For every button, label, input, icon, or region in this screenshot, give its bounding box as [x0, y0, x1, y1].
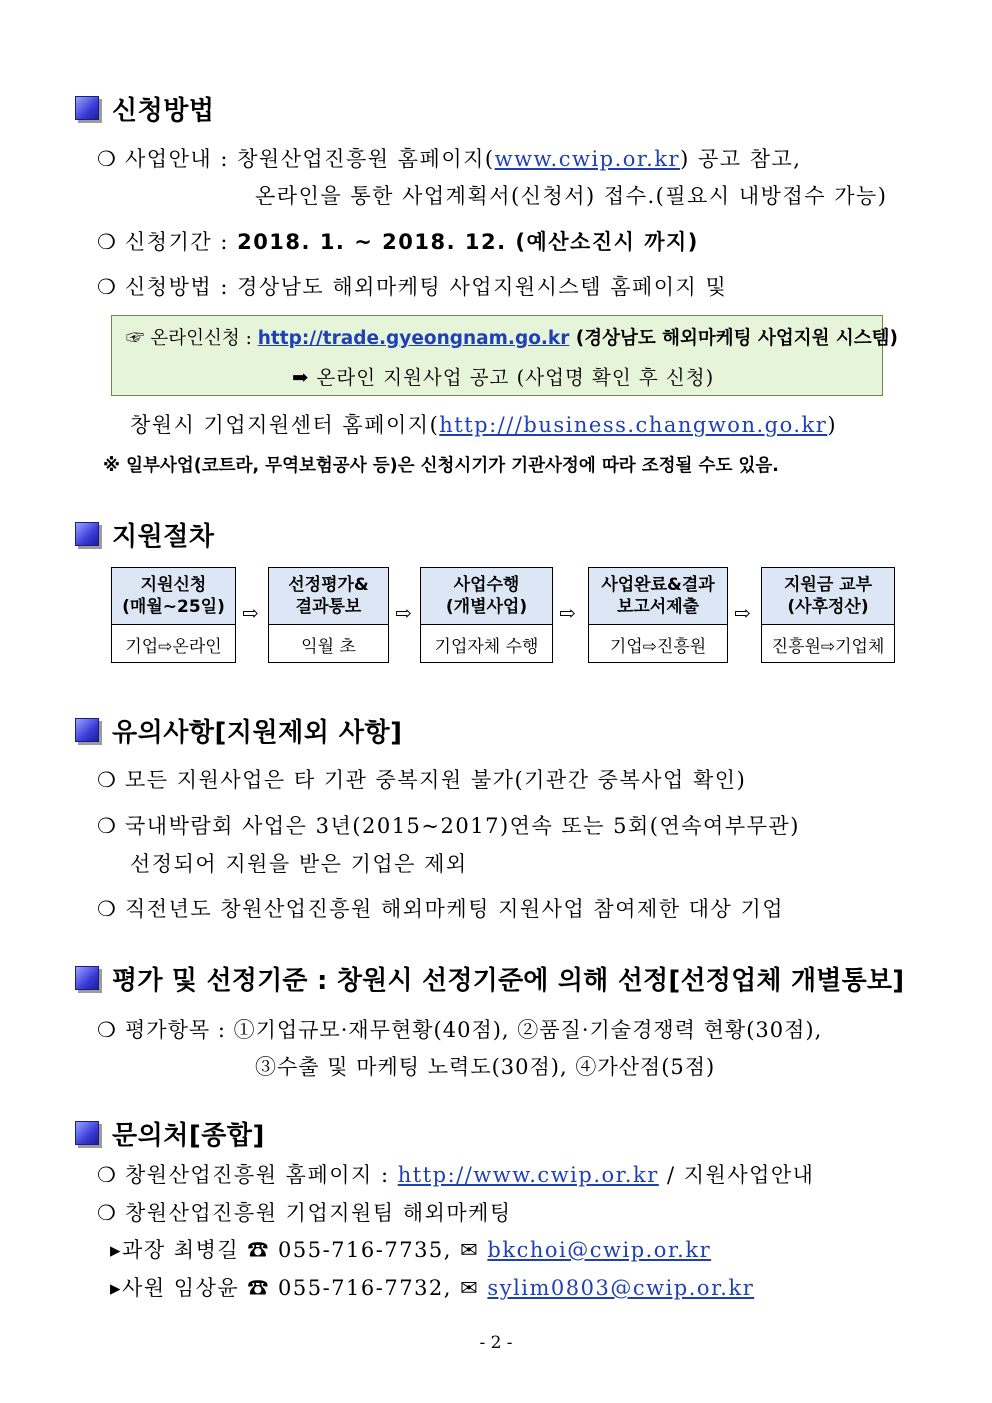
bullet-icon: ❍	[97, 230, 118, 254]
bullet-apply-period: ❍ 신청기간 : 2018. 1. ~ 2018. 12. (예산소진시 까지)	[97, 230, 699, 254]
cwip-link[interactable]: www.cwip.or.kr	[494, 147, 681, 171]
bullet-team: ❍ 창원산업진흥원 기업지원팀 해외마케팅	[97, 1201, 512, 1225]
bullet-icon: ❍	[97, 147, 118, 171]
section-title-support-process: 지원절차	[112, 522, 215, 552]
process-arrow-icon: ⇨	[734, 601, 751, 625]
bullet-icon: ❍	[97, 897, 118, 921]
online-apply-line: ☞ 온라인신청 : http://trade.gyeongnam.go.kr (경상남도 해외마케팅 사업지원 시스템)	[126, 328, 898, 349]
bullet-icon: ❍	[97, 768, 118, 792]
bullet-icon: ❍	[97, 275, 118, 299]
process-step: 사업수행 (개별사업) 기업자체 수행	[420, 567, 553, 663]
section-icon	[75, 522, 99, 546]
sylim-email-link[interactable]: sylim0803@cwip.or.kr	[487, 1276, 755, 1300]
process-arrow-icon: ⇨	[242, 601, 259, 625]
section-title-evaluation: 평가 및 선정기준 : 창원시 선정기준에 의해 선정[선정업체 개별통보]	[112, 966, 905, 996]
process-step: 지원금 교부 (사후정산) 진흥원⇨기업체	[761, 567, 895, 663]
page-number: - 2 -	[479, 1333, 513, 1353]
section-icon	[75, 96, 99, 120]
bullet-business-info-cont: 온라인을 통한 사업계획서(신청서) 접수.(필요시 내방접수 가능)	[255, 184, 888, 208]
online-apply-box	[111, 315, 898, 396]
bullet-previous-year: ❍ 직전년도 창원산업진흥원 해외마케팅 지원사업 참여제한 대상 기업	[97, 897, 785, 921]
cwip-homepage-link[interactable]: http://www.cwip.or.kr	[397, 1163, 659, 1187]
changwon-business-link[interactable]: http:///business.changwon.go.kr	[439, 413, 828, 437]
bullet-no-duplicate: ❍ 모든 지원사업은 타 기관 중복지원 불가(기관간 중복사업 확인)	[97, 768, 747, 792]
bullet-domestic-fair: ❍ 국내박람회 사업은 3년(2015~2017)연속 또는 5회(연속여부무관)	[97, 814, 800, 838]
process-arrow-icon: ⇨	[395, 601, 412, 625]
bullet-apply-method: ❍ 신청방법 : 경상남도 해외마케팅 사업지원시스템 홈페이지 및	[97, 275, 728, 299]
section-title-cautions: 유의사항[지원제외 사항]	[112, 718, 403, 748]
online-notice-line: ➡ 온라인 지원사업 공고 (사업명 확인 후 신청)	[292, 366, 715, 389]
process-step: 사업완료&결과 보고서제출 기업⇨진흥원	[588, 567, 728, 663]
bullet-icon: ❍	[97, 1163, 118, 1187]
bullet-evaluation-items: ❍ 평가항목 : ①기업규모·재무현황(40점), ②품질·기술경쟁력 현황(30점),	[97, 1018, 823, 1042]
section-title-contact: 문의처[종합]	[112, 1121, 265, 1151]
bkchoi-email-link[interactable]: bkchoi@cwip.or.kr	[487, 1238, 712, 1262]
bullet-icon: ❍	[97, 814, 118, 838]
contact-staff: ▸사원 임상윤 ☎ 055-716-7732, ✉ sylim0803@cwip.or.kr	[110, 1276, 755, 1300]
changwon-center-line: 창원시 기업지원센터 홈페이지(http:///business.changwon.go.kr)	[130, 413, 838, 437]
gyeongnam-trade-link[interactable]: http://trade.gyeongnam.go.kr	[257, 328, 570, 349]
apply-note: ※ 일부사업(코트라, 무역보험공사 등)은 신청시기가 기관사정에 따라 조정될 수도 있음.	[103, 456, 779, 476]
process-step: 지원신청 (매월~25일) 기업⇨온라인	[111, 567, 236, 663]
bullet-business-info: ❍ 사업안내 : 창원산업진흥원 홈페이지(www.cwip.or.kr) 공고 참고,	[97, 147, 802, 171]
contact-manager: ▸과장 최병길 ☎ 055-716-7735, ✉ bkchoi@cwip.or.kr	[110, 1238, 712, 1262]
bullet-homepage: ❍ 창원산업진흥원 홈페이지 : http://www.cwip.or.kr / 지원사업안내	[97, 1163, 815, 1187]
bullet-icon: ❍	[97, 1201, 118, 1225]
section-title-apply-method: 신청방법	[112, 96, 215, 126]
section-icon	[75, 1121, 99, 1145]
bullet-evaluation-items-cont: ③수출 및 마케팅 노력도(30점), ④가산점(5점)	[255, 1055, 716, 1079]
apply-period-value: 2018. 1. ~ 2018. 12. (예산소진시 까지)	[237, 230, 699, 254]
process-step: 선정평가& 결과통보 익월 초	[268, 567, 389, 663]
process-arrow-icon: ⇨	[559, 601, 576, 625]
section-icon	[75, 718, 99, 742]
section-icon	[75, 966, 99, 990]
bullet-icon: ❍	[97, 1018, 117, 1042]
bullet-domestic-fair-cont: 선정되어 지원을 받은 기업은 제외	[130, 852, 468, 876]
